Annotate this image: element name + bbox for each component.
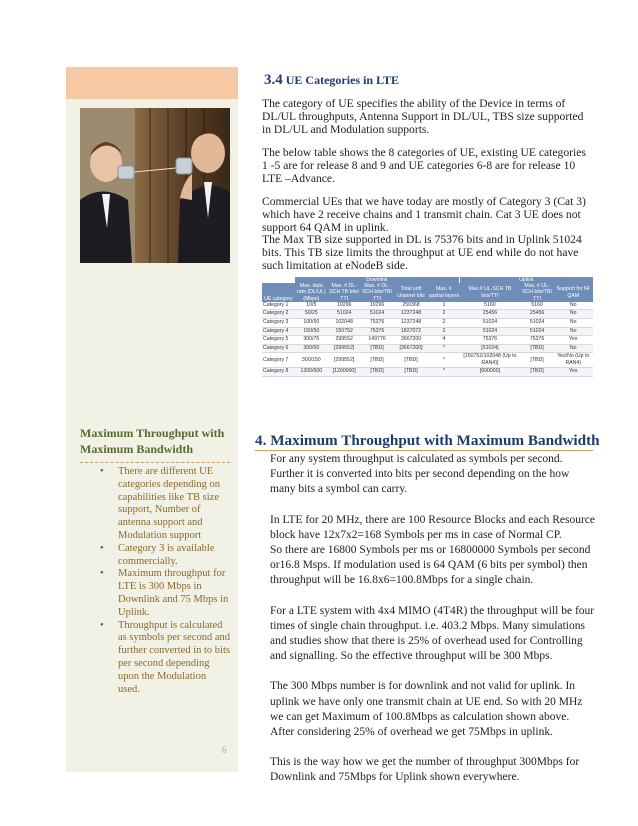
table-cell: 51024 [521,327,554,336]
table-cell: 75376 [361,319,394,328]
table-row [262,344,593,353]
table-cell: 2 [429,310,460,319]
column-header: Support for 64 QAM [554,283,594,302]
paragraph: The 300 Mbps number is for downlink and not valid for uplink. In uplink we have only one transmit chain at UE end. So with 20 MHz we can get Maximum of 100.8Mbps as calculation shown above. After considering 25% of overhead we get 75Mbps in uplink. [270,680,583,739]
bullet-icon: • [100,466,104,477]
table-cell: 3667200 [394,336,429,345]
table-cell: 300/150 [295,353,328,368]
table-cell: [299552] [328,353,361,368]
table-row [262,368,593,377]
page-number: 6 [222,745,227,755]
table-cell: [51024] [459,344,520,353]
sidebar-bullet: • Maximum throughput for LTE is 300 Mbps in Downlink and 75 Mbps in Uplink. [100,568,229,618]
section-title: UE Categories in LTE [285,73,399,87]
table-cell: [TBD] [521,368,554,377]
sidebar-bullet: • Category 3 is available commercially. [100,542,215,567]
sidebar-top-band [66,67,238,99]
table-cell: [3667200] [394,344,429,353]
column-header: UE category [262,283,295,302]
sidebar-divider [80,462,230,463]
table-cell: 150752 [328,327,361,336]
table-cell: [TBD] [394,353,429,368]
table-cell: Category 7 [262,353,295,368]
table-row [262,319,593,328]
paragraph: For any system throughput is calculated as symbols per second. Further it is converted into bits per second depending on the how many bits a symbol can carry. [270,453,570,496]
table-cell: 1237248 [394,310,429,319]
table-cell: [TBD] [361,353,394,368]
table-cell: 10296 [328,302,361,310]
table-cell: 51024 [459,319,520,328]
table-cell: 2 [429,327,460,336]
table-cell: 300/50 [295,344,328,353]
sidebar-bullet: • There are different UE categories depending on capabilities like TB size support, Number of antenna support and Modulation support [100,466,221,541]
table-cell: No [554,310,594,319]
table-cell: Category 1 [262,302,295,310]
table-cell: 4 [429,336,460,345]
table-cell: 250368 [394,302,429,310]
paragraph: The category of UE specifies the ability of the Device in terms of DL/UL throughputs, Antenna Support in DL/UL, TBS size supported in DL/UL and Modulation supports. [262,97,584,136]
ue-category-table [262,277,593,377]
table-cell: 102048 [328,319,361,328]
table-cell: Category 2 [262,310,295,319]
paragraph: The below table shows the 8 categories of UE, existing UE categories 1 -5 are for release 8 and 9 and UE categories 6-8 are for release 10 LTE –Advance. [262,146,586,185]
table-cell: 51024 [328,310,361,319]
table-cell: * [429,353,460,368]
table-cell: Category 5 [262,336,295,345]
column-header: Max. # DL-SCH bits/TB/ TTI [362,283,393,302]
uplink-group-header: Uplink [459,277,593,283]
sidebar-bullet: • Throughput is calculated as symbols per second and further converted in to bits per second depending upon the Modulation used. [100,619,230,695]
column-header: Max. # spatial layers [429,283,460,302]
table-cell: Category 3 [262,319,295,328]
table-cell: 51024 [521,319,554,328]
table-cell: * [429,368,460,377]
table-cell: 1 [429,302,460,310]
paragraph: For a LTE system with 4x4 MIMO (4T4R) the throughput will be four times of single chain throughput. i.e. 403.2 Mbps. Many simulations and studies show that there is 25% of overhead used for Controlling and signalling. So the effective throughput will be 300 Mbps. [270,604,595,663]
table-cell: Category 6 [262,344,295,353]
paragraph: Commercial UEs that we have today are mostly of Category 3 (Cat 3) which have 2 receive chains and 1 transmit chain. Cat 3 UE does not support 64 QAM in uplink. The Max TB size supported in DL is 75376 bits and in Uplink 51024 bits. This TB size limits the throughput at UE end while do not have such limitation at eNodeB side. [262,195,586,272]
table-cell: [1200000] [328,368,361,377]
table-cell: 2 [429,319,460,328]
tin-can-phone-photo [80,108,230,263]
table-cell: 1237248 [394,319,429,328]
table-row [262,353,593,368]
table-cell: [150752/102048 (Up to RAN4)] [459,353,520,368]
sidebar-title: Maximum Throughput with Maximum Bandwidth [80,426,225,456]
section-4-heading: 4. Maximum Throughput with Maximum Bandwidth [255,432,600,449]
column-header: Max.# UL-SCH TB bits/TTI [459,283,520,302]
table-cell: Category 8 [262,368,295,377]
table-cell: [TBD] [394,368,429,377]
column-header: Max. # DL-SCH TB bits/ TTI [329,283,360,302]
table-row [262,302,593,310]
table-cell: 100/50 [295,319,328,328]
heading-underline [255,450,593,451]
table-row [262,336,593,345]
table-cell: [TBD] [361,368,394,377]
paragraph: In LTE for 20 MHz, there are 100 Resource Blocks and each Resource block have 12x7x2=168 Symbols per ms in case of Normal CP. So there are 16800 Symbols per ms or 16800000 Symbols per second or16.8 Msps. If modulation used is 64 QAM (6 bits per symbol) then throughput will be 16.8x6=100.8Mbps for a single chain. [270,513,595,587]
bullet-icon: • [100,619,104,631]
table-cell: [600000] [459,368,520,377]
table-cell: Yes [554,336,594,345]
table-cell: 149776 [361,336,394,345]
table-row [262,310,593,319]
table-row [262,327,593,336]
column-header: Max. # UL-SCH bits/TB/ TTI [522,283,553,302]
table-cell: [299552] [328,344,361,353]
table-cell: 5160 [521,302,554,310]
table-cell: 75376 [361,327,394,336]
column-header: Max. data rate (DL/UL) (Mbps) [295,283,328,302]
table-cell: 25456 [459,310,520,319]
column-header: Total soft channel bits [394,283,429,302]
table-cell: 75376 [459,336,520,345]
table-cell: 75376 [521,336,554,345]
table-cell: Yes [554,368,594,377]
section-heading [264,72,399,89]
table-cell: [TBD] [361,344,394,353]
section-number: 3.4 [264,72,283,88]
table-cell: 10296 [361,302,394,310]
sidebar-bullet-list [80,466,230,696]
table-cell: 1827072 [394,327,429,336]
table-cell: Category 4 [262,327,295,336]
table-header-row [262,283,593,302]
table-cell: 51024 [459,327,520,336]
bullet-icon: • [100,568,104,580]
paragraph: This is the way how we get the number of throughput 300Mbps for Downlink and 75Mbps for Uplink shown everywhere. [270,756,580,784]
table-cell: No [554,302,594,310]
section-4-body [270,452,595,786]
table-cell: 300/75 [295,336,328,345]
table-cell: Yes/No (Up to RAN4) [554,353,594,368]
table-cell: 10/5 [295,302,328,310]
table-cell: 5160 [459,302,520,310]
table-cell: 1200/600 [295,368,328,377]
table-cell: No [554,327,594,336]
table-cell: 150/50 [295,327,328,336]
table-cell: 51024 [361,310,394,319]
table-cell: * [429,344,460,353]
table-cell: [TBD] [521,344,554,353]
table-cell: [TBD] [521,353,554,368]
bullet-icon: • [100,542,104,554]
downlink-group-header: Downlink [295,277,459,283]
table-cell: No [554,319,594,328]
table-cell: No [554,344,594,353]
table-cell: 50/25 [295,310,328,319]
table-cell: 25456 [521,310,554,319]
table-cell: 299552 [328,336,361,345]
